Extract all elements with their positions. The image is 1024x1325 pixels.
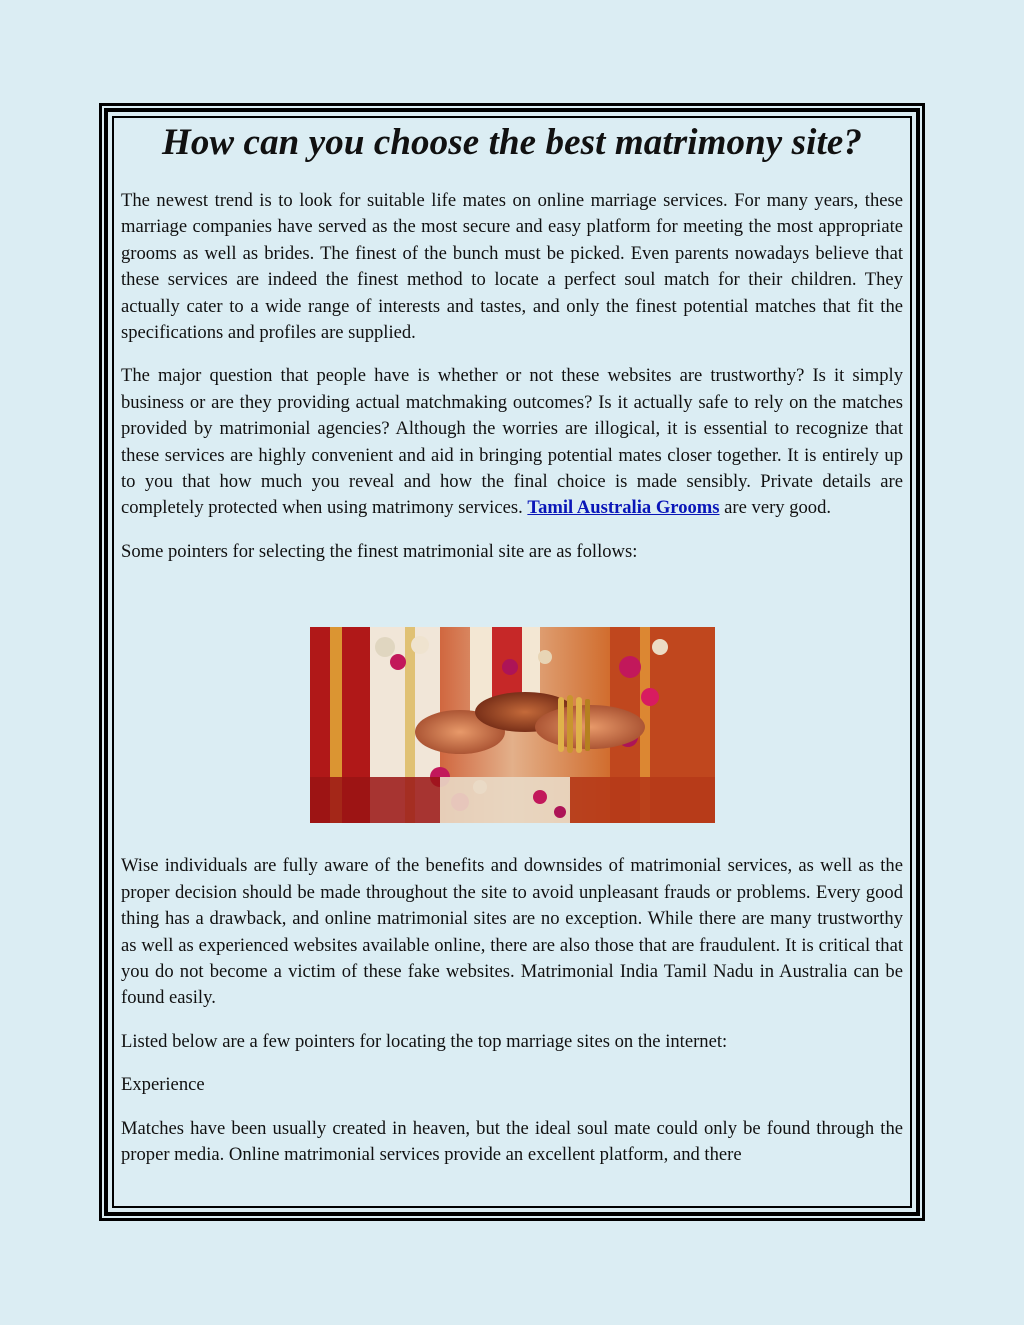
wedding-hands-image <box>310 627 715 823</box>
paragraph-intro: The newest trend is to look for suitable life mates on online marriage services. For many years, these marriage companies have served as the most secure and easy platform for meeting the most appropriate grooms as well as brides. The finest of the bunch must be picked. Even parents nowadays believe that these services are indeed the finest method to locate a perfect soul match for their children. They actually cater to a wide range of interests and tastes, and only the finest potential matches that fit the specifications and profiles are supplied. <box>121 190 903 344</box>
paragraph-matches: Matches have been usually created in heaven, but the ideal soul mate could only be found through the proper media. Online matrimonial services provide an excellent platform, and there <box>121 1117 903 1165</box>
wedding-image-container <box>121 627 903 823</box>
paragraph-trust <box>121 363 903 521</box>
paragraph-pointers-intro: Some pointers for selecting the finest matrimonial site are as follows: <box>121 540 638 562</box>
article-body <box>121 120 903 1190</box>
paragraph-wise-individuals: Wise individuals are fully aware of the benefits and downsides of matrimonial services, as well as the proper decision should be made throughout the site to avoid unpleasant frauds or problems. Every good thing has a drawback, and online matrimonial sites are no exception. While there are many trustworthy as well as experienced websites available online, there are also those that are fraudulent. It is critical that you do not become a victim of these fake websites. Matrimonial India Tamil Nadu in Australia can be found easily. <box>121 855 903 1009</box>
paragraph-trust-text: The major question that people have is whether or not these websites are trustworthy? Is it simply business or are they providing actual matchmaking outcomes? Is it actually safe to rely on the matches provided by matrimonial agencies? Although the worries are illogical, it is essential to recognize that these services are highly convenient and aid in bringing potential mates closer together. It is entirely up to you that how much you reveal and how the final choice is made sensibly. Private details are completely protected when using matrimony services. <box>121 365 903 519</box>
article-title: How can you choose the best matrimony site? <box>161 122 863 163</box>
heading-experience: Experience <box>121 1074 205 1096</box>
tamil-australia-grooms-link[interactable]: Tamil Australia Grooms <box>527 497 720 519</box>
paragraph-trust-tail: are very good. <box>719 497 832 519</box>
paragraph-pointers-list-intro: Listed below are a few pointers for locating the top marriage sites on the internet: <box>121 1030 728 1052</box>
